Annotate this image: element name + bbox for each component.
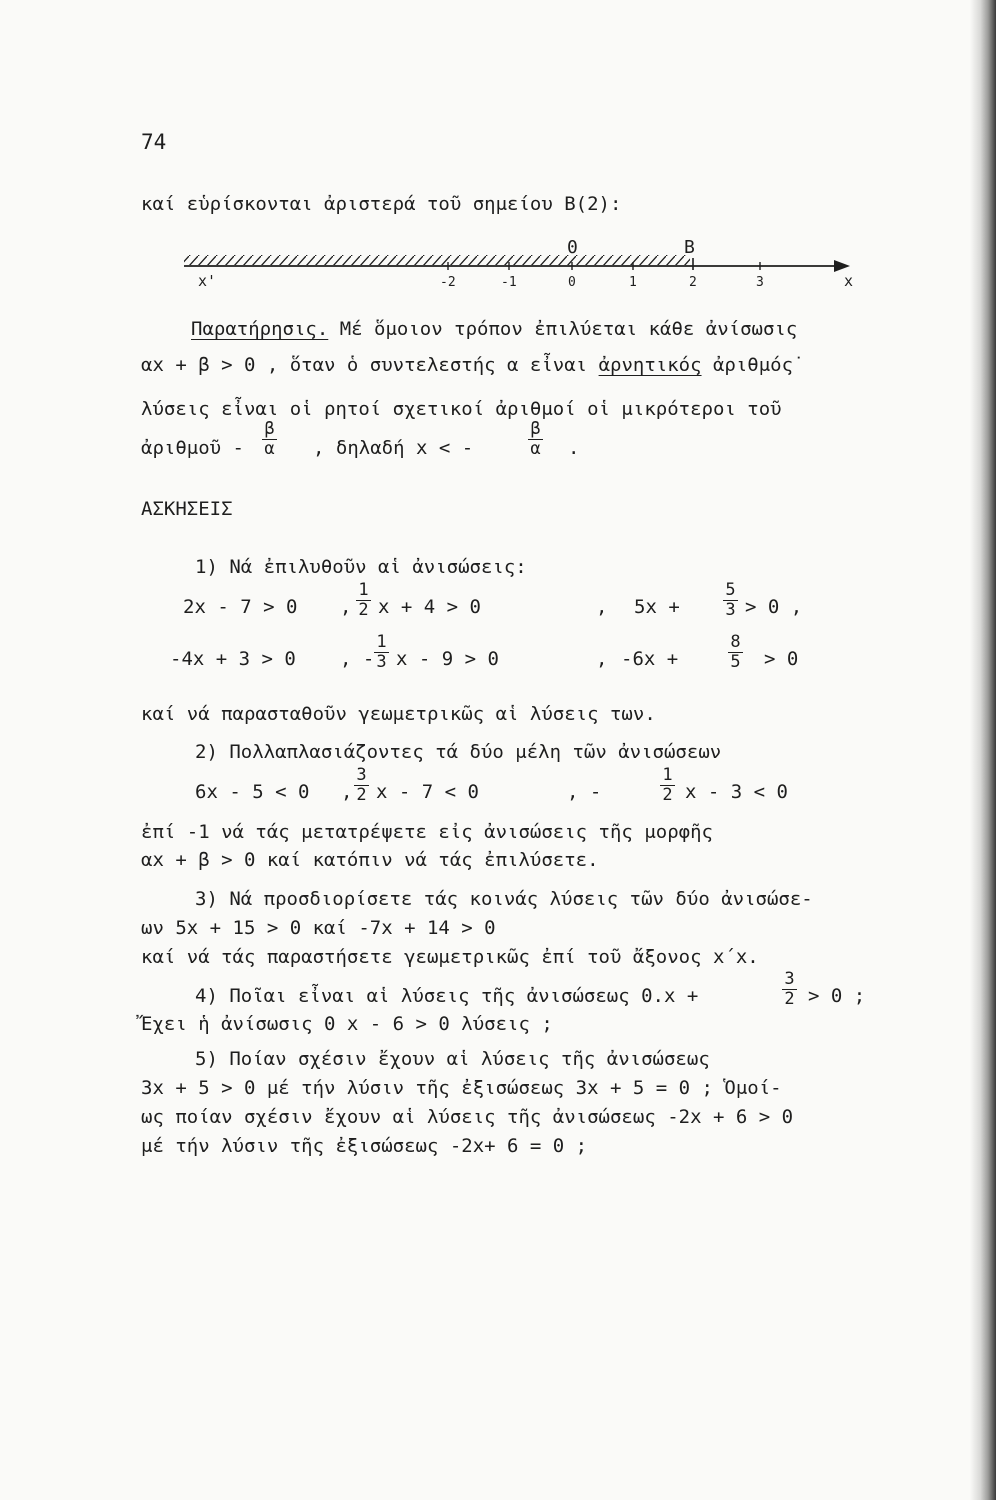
remark-title: Παρατήρησις. bbox=[191, 318, 329, 340]
separator: , bbox=[340, 596, 352, 618]
fraction-numerator: 5 bbox=[725, 580, 736, 600]
fraction-denominator: 5 bbox=[730, 652, 741, 672]
fraction-numerator: β bbox=[264, 419, 275, 439]
separator: , bbox=[596, 596, 608, 618]
tick-label: 2 bbox=[689, 275, 697, 290]
ineq-2c-pre: -6x + bbox=[621, 648, 679, 670]
fraction-denominator: 2 bbox=[356, 785, 367, 805]
separator: , - bbox=[567, 781, 602, 803]
fraction-denominator: 2 bbox=[358, 600, 369, 620]
exercise-2-intro: 2) Πολλαπλασιάζοντες τά δύο μέλη τῶν ἀνισώσεων bbox=[195, 741, 722, 763]
remark-line-2 bbox=[141, 354, 805, 376]
remark-line-3: λύσεις εἶναι οἱ ρητοί σχετικοί ἀριθμοί οἱ μικρότεροι τοῦ bbox=[141, 398, 782, 420]
fraction bbox=[660, 766, 675, 805]
fraction-denominator: 3 bbox=[376, 652, 387, 672]
exercise-1-intro: 1) Νά ἐπιλυθοῦν αἱ ἀνισώσεις: bbox=[195, 556, 527, 578]
exercise-2-line-3: ἐπί -1 νά τάς μετατρέψετε εἰς ἀνισώσεις τῆς μορφῆς bbox=[141, 821, 713, 843]
ineq-2b: x - 9 > 0 bbox=[396, 648, 499, 670]
ineq-2a: -4x + 3 > 0 bbox=[170, 648, 296, 670]
exercise-5-line-1: 5) Ποίαν σχέσιν ἔχουν αἱ λύσεις τῆς ἀνισώσεως bbox=[195, 1048, 710, 1070]
fraction-denominator: 2 bbox=[662, 785, 673, 805]
fraction bbox=[782, 970, 797, 1009]
tick-label: 3 bbox=[756, 275, 764, 290]
ineq-2c-rest: > 0 bbox=[764, 648, 799, 670]
remark-line-4a: ἀριθμοῦ - bbox=[141, 437, 244, 459]
ineq-1b: x + 4 > 0 bbox=[378, 596, 481, 618]
hatched-region bbox=[184, 255, 690, 265]
fraction-numerator: 1 bbox=[358, 580, 369, 600]
point-b-label: B bbox=[684, 237, 695, 258]
exercise-4-line-1a: 4) Ποῖαι εἶναι αἱ λύσεις τῆς ἀνισώσεως 0.x + bbox=[195, 985, 699, 1007]
fraction-numerator: 1 bbox=[376, 632, 387, 652]
page-number: 74 bbox=[141, 130, 167, 154]
fraction-beta-alpha bbox=[528, 420, 543, 459]
origin-label: 0 bbox=[567, 237, 578, 258]
fraction-denominator: α bbox=[264, 439, 275, 459]
ineq-1a: 2x - 7 > 0 bbox=[183, 596, 298, 618]
ineq-2-a: 6x - 5 < 0 bbox=[195, 781, 310, 803]
ineq-2-c: x - 3 < 0 bbox=[685, 781, 788, 803]
tick-label: -2 bbox=[440, 275, 456, 290]
separator: , - bbox=[340, 648, 375, 670]
exercise-4-line-1b: > 0 ; bbox=[808, 985, 866, 1007]
exercise-1-outro: καί νά παρασταθοῦν γεωμετρικῶς αἱ λύσεις των. bbox=[141, 703, 656, 725]
intro-line: καί εὑρίσκονται ἀριστερά τοῦ σημείου B(2): bbox=[141, 193, 622, 215]
ineq-1c-pre: 5x + bbox=[634, 596, 680, 618]
fraction bbox=[374, 633, 389, 672]
exercise-3-line-2: ων 5x + 15 > 0 καί -7x + 14 > 0 bbox=[141, 917, 496, 939]
axis-arrow bbox=[834, 260, 850, 272]
exercises-heading: ΑΣΚΗΣΕΙΣ bbox=[141, 498, 233, 520]
fraction bbox=[354, 766, 369, 805]
exercise-5-line-4: μέ τήν λύσιν τῆς ἐξισώσεως -2x+ 6 = 0 ; bbox=[141, 1135, 588, 1157]
fraction-numerator: 3 bbox=[356, 765, 367, 785]
exercise-4-line-2: Ἔχει ἡ ἀνίσωσις 0 x - 6 > 0 λύσεις ; bbox=[141, 1013, 553, 1035]
tick-label: -1 bbox=[501, 275, 517, 290]
fraction-denominator: 2 bbox=[784, 989, 795, 1009]
exercise-5-line-3: ως ποίαν σχέσιν ἔχουν αἱ λύσεις τῆς ἀνισώσεως -2x + 6 > 0 bbox=[141, 1106, 794, 1128]
fraction-denominator: 3 bbox=[725, 600, 736, 620]
fraction-numerator: 1 bbox=[662, 765, 673, 785]
remark-line-4b: , δηλαδή x < - bbox=[313, 437, 474, 459]
axis-right-label: x bbox=[844, 272, 854, 290]
remark-line-2-end: ἀριθμός˙ bbox=[712, 354, 805, 376]
separator: , bbox=[596, 648, 608, 670]
fraction-numerator: 8 bbox=[730, 632, 741, 652]
remark-line-1 bbox=[191, 318, 797, 340]
number-line bbox=[0, 236, 996, 316]
ineq-2-b: x - 7 < 0 bbox=[376, 781, 479, 803]
remark-line-1-text: Μέ ὅμοιον τρόπον ἐπιλύεται κάθε ἀνίσωσις bbox=[339, 318, 798, 340]
fraction bbox=[723, 581, 738, 620]
tick-label: 1 bbox=[629, 275, 637, 290]
exercise-3-line-3: καί νά τάς παραστήσετε γεωμετρικῶς ἐπί τοῦ ἄξονος x΄x. bbox=[141, 946, 759, 968]
underlined-word: ἀρνητικός bbox=[598, 354, 702, 376]
fraction-numerator: 3 bbox=[784, 969, 795, 989]
remark-line-4-end: . bbox=[568, 437, 580, 459]
tick-label: 0 bbox=[568, 275, 576, 290]
page-edge-shadow bbox=[970, 0, 996, 1500]
axis-left-label: x' bbox=[198, 272, 217, 290]
ineq-1c-rest: > 0 , bbox=[745, 596, 803, 618]
exercise-5-line-2: 3x + 5 > 0 μέ τήν λύσιν τῆς ἐξισώσεως 3x + 5 = 0 ; Ὁμοί- bbox=[141, 1077, 782, 1099]
exercise-2-line-4: αx + β > 0 καί κατόπιν νά τάς ἐπιλύσετε. bbox=[141, 849, 599, 871]
fraction bbox=[728, 633, 743, 672]
separator: , bbox=[341, 781, 353, 803]
fraction bbox=[356, 581, 371, 620]
fraction-numerator: β bbox=[530, 419, 541, 439]
remark-line-2-text: αx + β > 0 , ὅταν ὁ συντελεστής α εἶναι bbox=[141, 354, 588, 376]
fraction-denominator: α bbox=[530, 439, 541, 459]
exercise-3-line-1: 3) Νά προσδιορίσετε τάς κοινάς λύσεις τῶν δύο ἀνισώσε- bbox=[195, 888, 813, 910]
fraction-beta-alpha bbox=[262, 420, 277, 459]
